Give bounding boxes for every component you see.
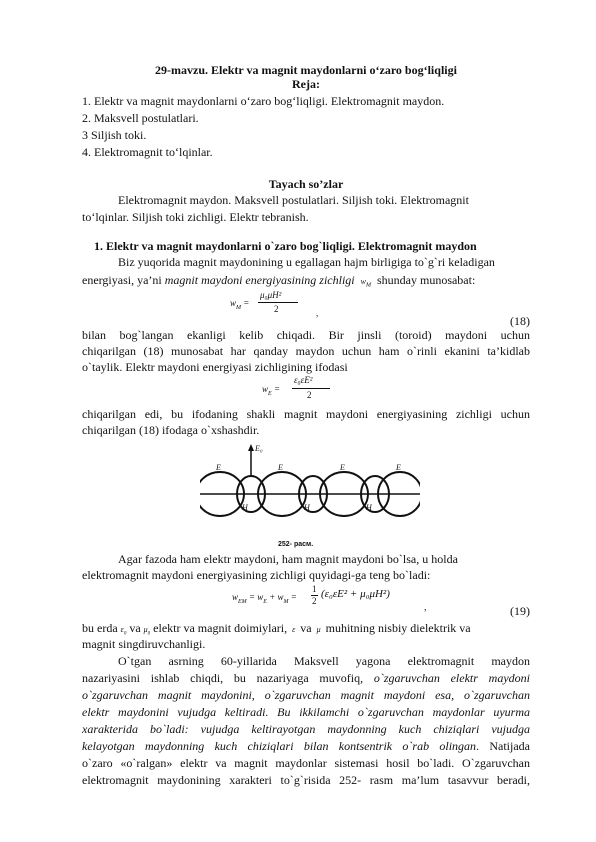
paragraph-6-line-2: nazariyasini ishlab chiqdi, bu nazariyaga muvofiq, o`zgaruvchan elektr maydoni xyxy=(82,671,530,685)
plan-item-4: 4. Elektromagnit to‘lqinlar. xyxy=(82,145,213,159)
label-h-3: H xyxy=(366,503,372,512)
paragraph-3-line-1: chiqarilgan edi, bu ifodaning shakli magnit maydoni energiyasining zichligi uchun xyxy=(82,407,530,421)
figure-252 xyxy=(200,442,420,552)
paragraph-6-line-8: elektromagnit maydonining xarakteri to`g`risida 252- rasm ma’lum tasavvur beradi, xyxy=(82,773,530,787)
paragraph-1-line-2: energiyasi, ya’ni magnit maydoni energiyasining zichligi $w_M$ shunday munosabat: xyxy=(82,273,476,289)
paragraph-6-line-7: o`zaro «o`ralgan» elektr va magnit maydonlar sistemasi hosil bo`ladi. O`zgaruvchan xyxy=(82,756,530,770)
paragraph-1-line-1: Biz yuqorida magnit maydonining u egallagan hajm birligiga to`g`ri keladigan xyxy=(118,255,495,269)
label-h-1: H xyxy=(242,503,248,512)
keywords-line-1: Elektromagnit maydon. Maksvell postulatlari. Siljish toki. Elektromagnit xyxy=(118,193,469,207)
paragraph-2-line-3: o`taylik. Elektr maydoni energiyasi zichligining ifodasi xyxy=(82,360,348,374)
document-page: 29-mavzu. Elektr va magnit maydonlarni o‘zaro bog‘liqligi Reja: 1. Elektr va magnit maydonlarni o‘zaro bog‘liqligi. Elektromagnit maydon. 2. Maksvell postulatlari. 3 Siljish toki. 4. Elektromagnit to‘lqinlar. Tayach so’zlar Elektromagnit maydon. Maksvell postulatlari. Siljish toki. Elektromagnit to‘lqinlar. Siljish toki zichligi. Elektr tebranish. 1. Elektr va magnit maydonlarni o`zaro bog`liqligi. Elektromagnit maydon Biz yuqorida magnit maydonining u egallagan hajm birligiga to`g`ri keladigan energiyasi, ya’ni magnit maydoni energiyasining zichligi $w_M$ shunday munosabat: $w_M$ = μ₀μH² 2 , (18) bilan bog`langan ekanligi kelib chiqadi. Bir jinsli (toroid) maydoni uchun chiqarilgan (18) munosabat har qanday maydon uchun ham o`rinli ekanini ta’kidlab o`taylik. Elektr maydoni energiyasi zichligining ifodasi $w_E$ = ε₀εE² 2 chiqarilgan edi, bu ifodaning shakli magnit maydoni energiyasining zichligi uchun chiqarilgan (18) ifodaga o`xshashdir. E₀ E E E E H H H 252- расм. Agar fazoda ham elektr maydoni, ham magnit maydoni bo`lsa, u holda elektromagnit maydoni energiyasining zichligi quyidagi-ga teng bo`ladi: $w_{EM} = w_E + w_M$ = 1 2 (ε₀εE² + μ₀μH²) , (19) bu erda $\varepsilon_0$ va $\mu_0$ elektr va magnit doimiylari, ε va μ muhitning nisbiy dielektrik va magnit singdiruvchanligi. O`tgan asrning 60-yillarida Maksvell yagona elektromagnit maydon nazariyasini ishlab chiqdi, bu nazariyaga muvofiq, o`zgaruvchan elektr maydoni o`zgaruvchan magnit maydonini, o`zgaruvchan magnit maydoni esa, o`zgaruvchan elektr maydonini vujudga keltiradi. Bu ikkilamchi o`zgaruvchan maydonlar uyurma xarakterida bo`ladi: vujudga keltirayotgan maydonning kuch chiziqlari vujudga kelayotgan maydonning kuch chiziqlari bilan kontsentrik o`rab olingan. Natijada o`zaro «o`ralgan» elektr va magnit maydonlar sistemasi hosil bo`ladi. O`zgaruvchan elektromagnit maydonining xarakteri to`g`risida 252- rasm ma’lum tasavvur beradi, xyxy=(0,0,596,842)
label-e-3: E xyxy=(340,463,345,472)
paragraph-6-line-5: xarakterida bo`ladi: vujudga keltirayotgan maydonning kuch chiziqlari vujudga xyxy=(82,722,530,736)
label-e-4: E xyxy=(396,463,401,472)
label-e-2: E xyxy=(278,463,283,472)
label-e0: E₀ xyxy=(255,444,263,453)
plan-item-1: 1. Elektr va magnit maydonlarni o‘zaro bog‘liqligi. Elektromagnit maydon. xyxy=(82,94,445,108)
paragraph-3-line-2: chiqarilgan (18) ifodaga o`xshashdir. xyxy=(82,423,260,437)
paragraph-4-line-1: Agar fazoda ham elektr maydoni, ham magnit maydoni bo`lsa, u holda xyxy=(118,552,458,566)
label-h-2: H xyxy=(304,503,310,512)
label-e-1: E xyxy=(216,463,221,472)
keywords-line-2: to‘lqinlar. Siljish toki zichligi. Elektr tebranish. xyxy=(82,210,309,224)
equation-19: $w_{EM} = w_E + w_M$ = 1 2 (ε₀εE² + μ₀μH²) xyxy=(232,584,390,606)
paragraph-6-line-4: elektr maydonini vujudga keltiradi. Bu ikkilamchi o`zgaruvchan maydonlar uyurma xyxy=(82,705,530,719)
equation-19-number: (19) xyxy=(510,604,530,618)
plan-item-2: 2. Maksvell postulatlari. xyxy=(82,111,199,125)
equation-energy-electric: $w_E$ = ε₀εE² 2 xyxy=(262,375,342,405)
plan-heading: Reja: xyxy=(292,77,320,91)
equation-18-number: (18) xyxy=(510,314,530,328)
keywords-heading: Tayach so’zlar xyxy=(268,177,344,191)
paragraph-5-line-2: magnit singdiruvchanligi. xyxy=(82,637,206,651)
paragraph-2-line-1: bilan bog`langan ekanligi kelib chiqadi. Bir jinsli (toroid) maydoni uchun xyxy=(82,328,530,342)
plan-item-3: 3 Siljish toki. xyxy=(82,128,147,142)
page-title: 29-mavzu. Elektr va magnit maydonlarni o‘zaro bog‘liqligi xyxy=(155,63,457,77)
paragraph-6-line-3: o`zgaruvchan magnit maydonini, o`zgaruvchan magnit maydoni esa, o`zgaruvchan xyxy=(82,688,530,702)
figure-caption: 252- расм. xyxy=(278,541,314,548)
paragraph-4-line-2: elektromagnit maydoni energiyasining zichligi quyidagi-ga teng bo`ladi: xyxy=(82,568,431,582)
section-heading: 1. Elektr va magnit maydonlarni o`zaro bog`liqligi. Elektromagnit maydon xyxy=(94,239,477,253)
equation-18: $w_M$ = μ₀μH² 2 , xyxy=(230,290,319,318)
paragraph-5-line-1: bu erda $\varepsilon_0$ va $\mu_0$ elektr va magnit doimiylari, ε va μ muhitning nisbiy dielektrik va xyxy=(82,621,471,637)
paragraph-6-line-6: kelayotgan maydonning kuch chiziqlari bilan kontsentrik o`rab olingan. Natijada xyxy=(82,739,530,753)
paragraph-2-line-2: chiqarilgan (18) munosabat har qanday maydon uchun ham o`rinli ekanini ta’kidlab xyxy=(82,344,530,358)
paragraph-6-line-1: O`tgan asrning 60-yillarida Maksvell yagona elektromagnit maydon xyxy=(118,654,530,668)
